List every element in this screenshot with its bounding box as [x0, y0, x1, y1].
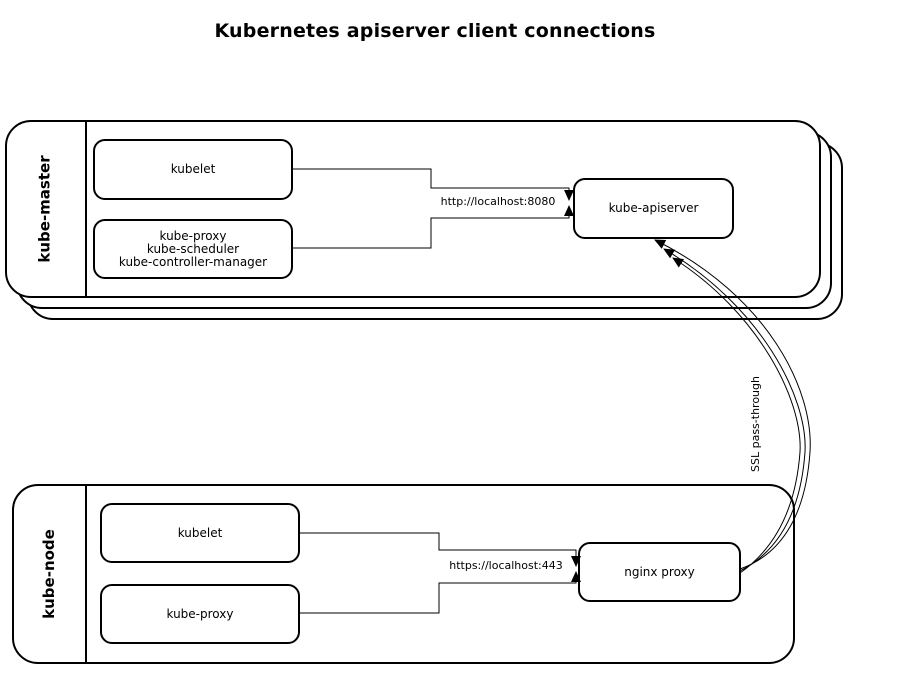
nginx-proxy-box: [578, 542, 741, 602]
ssl-pass-through-label: SSL pass-through: [748, 376, 762, 472]
kubelet-node-box: [100, 503, 300, 563]
kube-master-label: kube-master: [36, 155, 54, 263]
kubelet-master-box-label: kubelet: [170, 162, 216, 176]
kube-node-label-area: [12, 484, 85, 664]
kube-proxy-box: [100, 584, 300, 644]
kube-node-label: kube-node: [39, 529, 58, 619]
kubelet-node-box-label: kubelet: [177, 525, 223, 540]
kubelet-master-box: [93, 139, 293, 200]
control-plane-clients-line-3: kube-controller-manager: [118, 254, 268, 269]
control-plane-clients-box: [93, 219, 293, 279]
ssl-pass-through-label-area: [743, 364, 767, 484]
nginx-proxy-box-label: nginx proxy: [624, 564, 695, 579]
kube-master-divider: [85, 121, 87, 297]
control-plane-clients-line-1: kube-proxy: [159, 228, 227, 243]
kube-apiserver-box: [573, 178, 734, 239]
kube-apiserver-box-label: kube-apiserver: [608, 201, 699, 215]
http-edge-label: http://localhost:8080: [440, 195, 556, 208]
diagram-title: Kubernetes apiserver client connections: [214, 20, 656, 42]
kube-node-divider: [85, 485, 87, 663]
control-plane-clients-line-2: kube-scheduler: [146, 241, 240, 256]
kube-master-label-area: [5, 120, 85, 298]
kube-proxy-box-label: kube-proxy: [166, 606, 234, 621]
https-edge-label: https://localhost:443: [449, 559, 563, 572]
